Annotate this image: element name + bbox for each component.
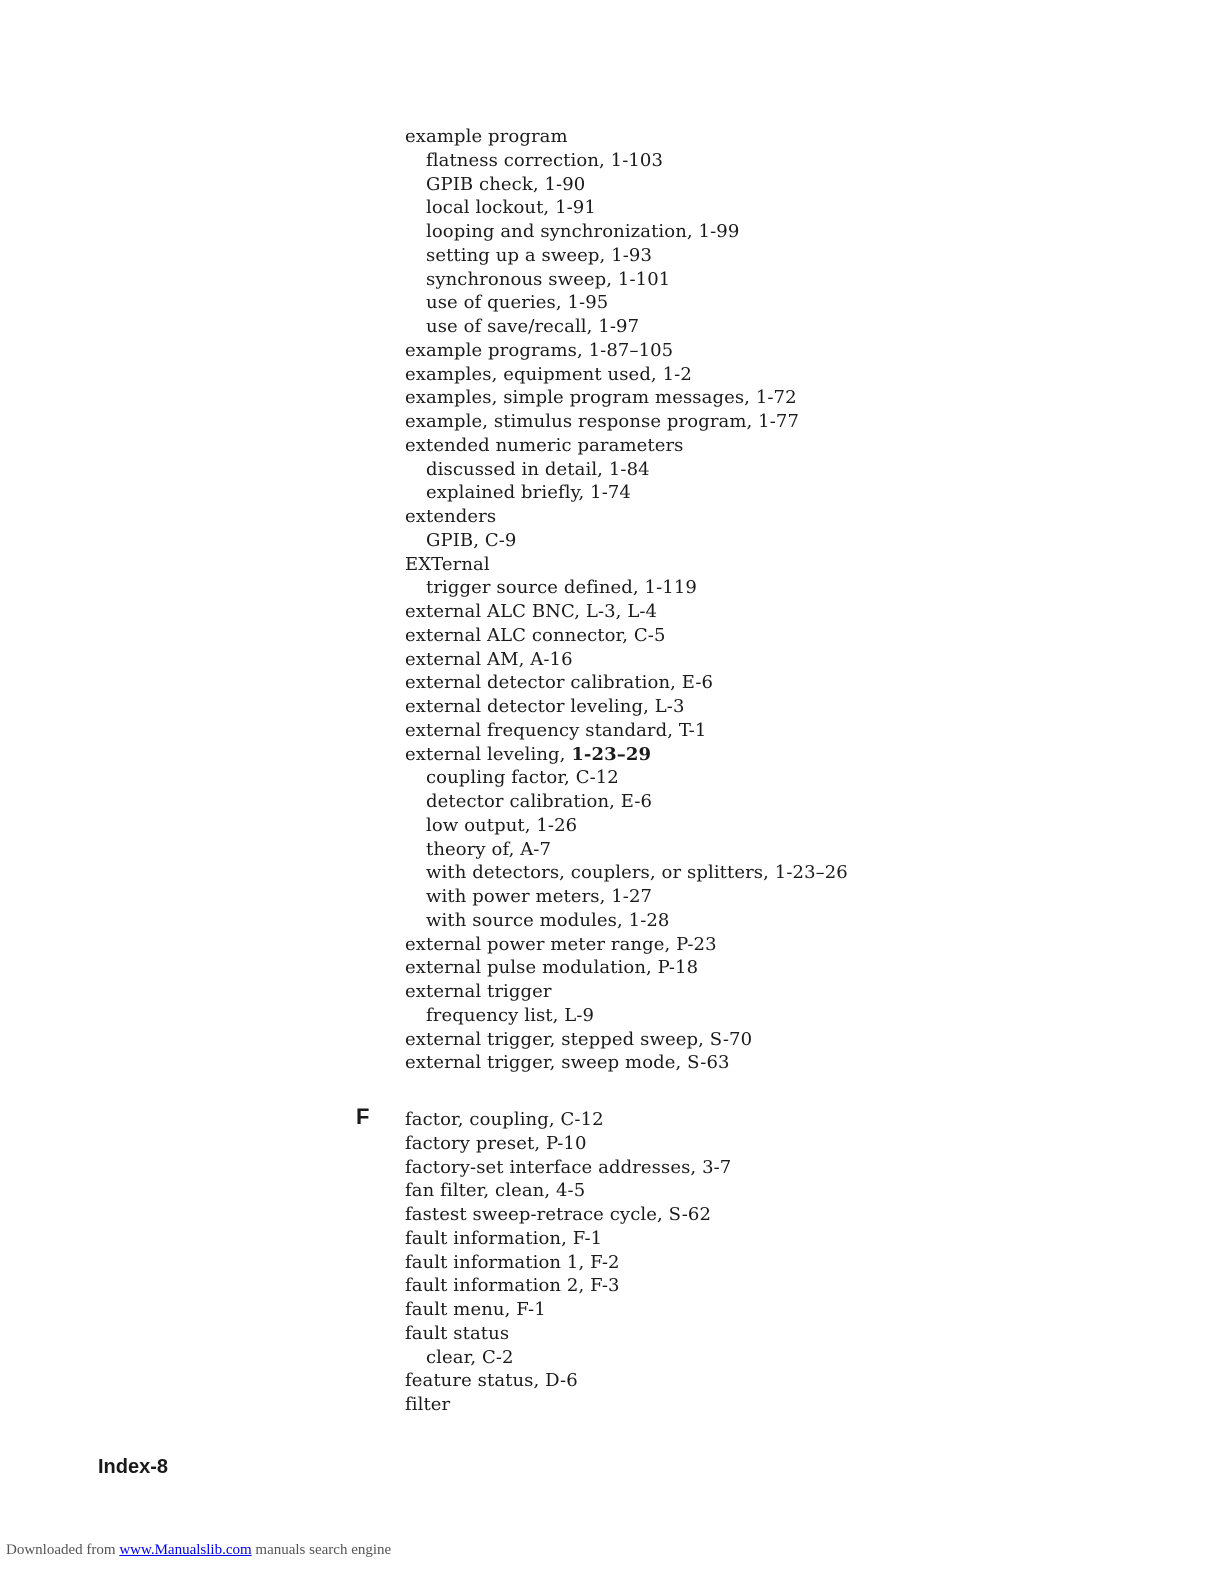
index-subentry	[405, 291, 1005, 315]
index-entry	[405, 719, 1005, 743]
section-letter: F	[356, 1104, 370, 1129]
index-entry	[405, 1179, 1005, 1203]
index-subentry	[405, 1004, 1005, 1028]
index-entry-text: discussed in detail, 1-84	[426, 458, 650, 480]
index-entry	[405, 386, 1005, 410]
index-entry	[405, 695, 1005, 719]
index-entry-text: examples, equipment used, 1-2	[405, 363, 692, 385]
index-entry	[405, 339, 1005, 363]
index-subentry	[405, 885, 1005, 909]
index-entry	[405, 980, 1005, 1004]
index-entry-text: example program	[405, 126, 568, 147]
index-entry-text: local lockout, 1-91	[426, 197, 596, 219]
index-entry-text: looping and synchronization, 1-99	[426, 221, 740, 242]
index-entry-text: external trigger, sweep mode, S-63	[405, 1052, 730, 1074]
footer	[6, 1542, 391, 1559]
index-entry-text: flatness correction, 1-103	[426, 149, 664, 171]
index-entry-text: factory preset, P-10	[405, 1132, 587, 1154]
section-gap	[405, 1075, 1005, 1108]
index-entry	[405, 1274, 1005, 1298]
index-entry	[405, 1028, 1005, 1052]
index-entry-text: with power meters, 1-27	[426, 886, 653, 907]
footer-suffix: manuals search engine	[251, 1542, 392, 1558]
index-entry-text: theory of, A-7	[426, 838, 552, 860]
index-entry	[405, 125, 1005, 149]
index-entry	[405, 624, 1005, 648]
index-entry-text: external ALC connector, C-5	[405, 624, 666, 646]
index-entry-text: setting up a sweep, 1-93	[426, 244, 652, 266]
index-subentry	[405, 909, 1005, 933]
index-entry	[405, 1227, 1005, 1251]
footer-prefix: Downloaded from	[6, 1542, 120, 1558]
index-entry-text: fault information, F-1	[405, 1227, 603, 1249]
index-entry-primary-page: 1-23–29	[571, 743, 652, 765]
index-subentry	[405, 814, 1005, 838]
index-entry	[405, 1108, 1005, 1132]
index-entry	[405, 933, 1005, 957]
index-entry-text: fault menu, F-1	[405, 1299, 546, 1320]
index-entry-text: examples, simple program messages, 1-72	[405, 387, 797, 409]
index-entry-text: external power meter range, P-23	[405, 933, 717, 955]
index-entry-text: external frequency standard, T-1	[405, 719, 707, 741]
index-entry-text: external trigger, stepped sweep, S-70	[405, 1028, 753, 1050]
index-entry	[405, 648, 1005, 672]
index-subentry	[405, 838, 1005, 862]
index-entry	[405, 1203, 1005, 1227]
index-entry-text: with detectors, couplers, or splitters, 1-23–26	[426, 862, 848, 884]
index-subentry	[405, 244, 1005, 268]
index-subentry	[405, 458, 1005, 482]
index-entry-text: fastest sweep-retrace cycle, S-62	[405, 1204, 712, 1225]
index-subentry	[405, 315, 1005, 339]
index-entry-text: frequency list, L-9	[426, 1004, 595, 1026]
index-entry-text: filter	[405, 1394, 451, 1415]
index-entry-text: coupling factor, C-12	[426, 767, 619, 789]
index-entry-text: external trigger	[405, 981, 552, 1002]
index-entry-text: example, stimulus response program, 1-77	[405, 411, 800, 432]
index-entry-text: with source modules, 1-28	[426, 909, 670, 931]
index-subentry	[405, 196, 1005, 220]
index-entry-text: low output, 1-26	[426, 814, 578, 836]
manualslib-link[interactable]: www.Manualslib.com	[119, 1542, 252, 1558]
index-entry-text: synchronous sweep, 1-101	[426, 268, 671, 290]
index-entry-text: fault status	[405, 1322, 510, 1344]
index-entry-text: example programs, 1-87–105	[405, 339, 674, 361]
index-entry-text: trigger source defined, 1-119	[426, 577, 697, 599]
index-entry-text: clear, C-2	[426, 1346, 514, 1368]
index-entry	[405, 1051, 1005, 1075]
index-entry-text: GPIB check, 1-90	[426, 173, 586, 195]
index-entry	[405, 1322, 1005, 1346]
index-subentry	[405, 790, 1005, 814]
index-entry	[405, 743, 1005, 767]
index-entry-text: factory-set interface addresses, 3-7	[405, 1156, 732, 1178]
index-subentry	[405, 576, 1005, 600]
index-entry-text: factor, coupling, C-12	[405, 1109, 604, 1130]
index-entry-text: use of save/recall, 1-97	[426, 316, 640, 337]
index-entry-text: detector calibration, E-6	[426, 791, 653, 812]
index-entry	[405, 410, 1005, 434]
index-subentry	[405, 220, 1005, 244]
index-entry-text: external detector leveling, L-3	[405, 696, 685, 717]
index-entry	[405, 363, 1005, 387]
index-entry-text: EXTernal	[405, 553, 490, 575]
index-subentry	[405, 481, 1005, 505]
index-entry	[405, 1369, 1005, 1393]
index-subentry	[405, 149, 1005, 173]
index-entry-text: fan filter, clean, 4-5	[405, 1180, 586, 1202]
index-subentry	[405, 861, 1005, 885]
index-entry-text: feature status, D-6	[405, 1370, 578, 1392]
index-entry-text: external detector calibration, E-6	[405, 672, 714, 694]
index-subentry	[405, 173, 1005, 197]
index-subentry	[405, 766, 1005, 790]
index-subentry	[405, 1346, 1005, 1370]
index-entry-text: external pulse modulation, P-18	[405, 957, 699, 979]
index-subentry	[405, 529, 1005, 553]
index-entry	[405, 1156, 1005, 1180]
index-entry	[405, 505, 1005, 529]
index-entry-text: extended numeric parameters	[405, 434, 684, 456]
index-entry-list	[405, 125, 1005, 1417]
index-entry	[405, 1132, 1005, 1156]
index-entry-text: fault information 2, F-3	[405, 1275, 620, 1297]
index-entry	[405, 1251, 1005, 1275]
index-entry-text: GPIB, C-9	[426, 529, 517, 551]
index-entry	[405, 600, 1005, 624]
index-entry	[405, 1393, 1005, 1417]
index-entry	[405, 956, 1005, 980]
index-subentry	[405, 268, 1005, 292]
index-entry	[405, 671, 1005, 695]
index-entry-text: fault information 1, F-2	[405, 1251, 620, 1273]
index-entry-text: external ALC BNC, L-3, L-4	[405, 601, 658, 622]
index-entry	[405, 434, 1005, 458]
index-entry	[405, 553, 1005, 577]
index-entry-text: extenders	[405, 506, 497, 527]
index-entry-text: explained briefly, 1-74	[426, 482, 631, 504]
index-entry-text: external leveling,	[405, 743, 572, 765]
page-number: Index-8	[98, 1456, 169, 1478]
index-entry	[405, 1298, 1005, 1322]
index-entry-text: external AM, A-16	[405, 648, 573, 670]
index-entry-text: use of queries, 1-95	[426, 292, 609, 314]
